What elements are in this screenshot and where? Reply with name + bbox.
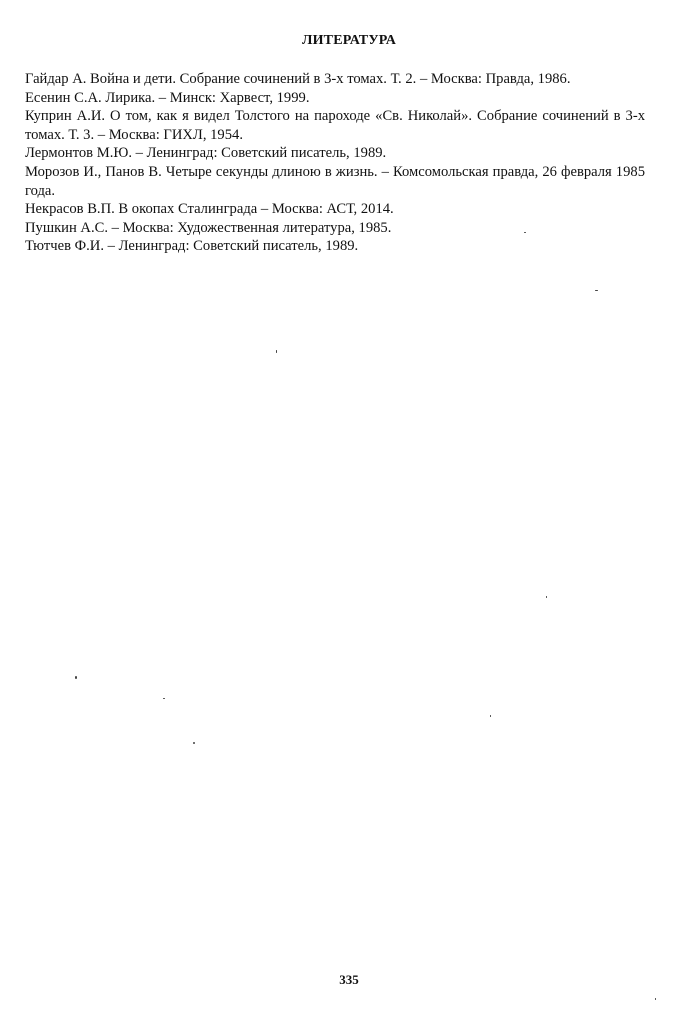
reference-list [25, 70, 645, 256]
reference-item: Гайдар А. Война и дети. Собрание сочинений в 3-х томах. Т. 2. – Москва: Правда, 1986. [25, 71, 571, 87]
reference-item: Некрасов В.П. В окопах Сталинграда – Москва: АСТ, 2014. [25, 201, 394, 218]
reference-item: Тютчев Ф.И. – Ленинград: Советский писатель, 1989. [25, 238, 359, 255]
scan-speck [595, 290, 598, 291]
page-title: ЛИТЕРАТУРА [301, 33, 397, 48]
scan-speck [490, 715, 491, 717]
scan-speck [655, 998, 656, 1000]
page-number: 335 [339, 972, 359, 987]
scan-speck [163, 698, 165, 699]
scan-speck [193, 742, 195, 744]
reference-item: Есенин С.А. Лирика. – Минск: Харвест, 1999. [25, 89, 310, 106]
scan-speck [546, 596, 547, 598]
reference-item: Куприн А.И. О том, как я видел Толстого на пароходе «Св. Николай». Собрание сочинений в 3-х томах. Т. 3. – Москва: ГИХЛ, 1954. [25, 108, 645, 143]
reference-item: Пушкин А.С. – Москва: Художественная литература, 1985. [25, 219, 392, 236]
reference-item: Морозов И., Панов В. Четыре секунды длиною в жизнь. – Комсомольская правда, 26 февраля 1985 года. [25, 163, 645, 199]
reference-item: Лермонтов М.Ю. – Ленинград: Советский писатель, 1989. [25, 145, 387, 162]
scan-speck [75, 676, 77, 679]
scan-speck [276, 350, 277, 353]
scan-speck [524, 232, 526, 233]
